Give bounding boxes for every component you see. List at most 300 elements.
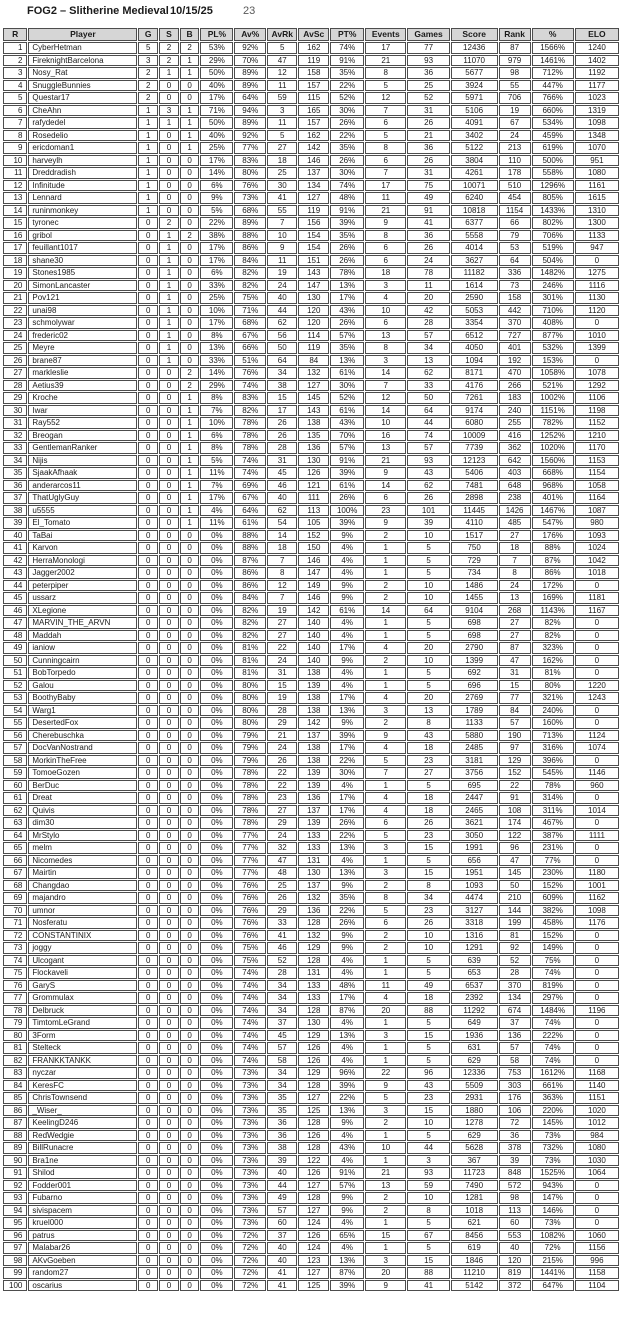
cell-score: 1399	[451, 655, 498, 667]
cell-player: MorkinTheFree	[28, 755, 137, 767]
cell-pct: 521%	[532, 380, 574, 392]
cell-player: ussarz	[28, 592, 137, 604]
cell-b: 0	[180, 1017, 200, 1029]
cell-games: 10	[407, 530, 449, 542]
cell-pl-pct: 0%	[200, 842, 233, 854]
cell-pct: 1525%	[532, 1167, 574, 1179]
cell-avrk: 34	[267, 1067, 297, 1079]
cell-rank: 37	[499, 1017, 531, 1029]
cell-pct: 782%	[532, 417, 574, 429]
table-row	[3, 930, 619, 942]
cell-elo: 1001	[575, 880, 619, 892]
cell-av-pct: 73%	[234, 1155, 266, 1167]
cell-avrk: 18	[267, 542, 297, 554]
cell-rank: 66	[499, 217, 531, 229]
cell-pct: 1058%	[532, 367, 574, 379]
cell-avrk: 28	[267, 967, 297, 979]
cell-events: 14	[365, 405, 406, 417]
cell-s: 0	[159, 542, 179, 554]
cell-pl-pct: 8%	[200, 442, 233, 454]
column-header-pct: %	[532, 28, 574, 41]
table-row	[3, 1167, 619, 1179]
cell-avsc: 128	[298, 1117, 329, 1129]
table-row	[3, 905, 619, 917]
cell-s: 1	[159, 117, 179, 129]
cell-avrk: 8	[267, 567, 297, 579]
cell-events: 5	[365, 830, 406, 842]
cell-games: 13	[407, 355, 449, 367]
cell-avrk: 57	[267, 1042, 297, 1054]
cell-av-pct: 78%	[234, 417, 266, 429]
cell-rank: 199	[499, 917, 531, 929]
cell-g: 0	[138, 792, 158, 804]
cell-pl-pct: 0%	[200, 655, 233, 667]
cell-games: 8	[407, 880, 449, 892]
cell-elo: 1060	[575, 1230, 619, 1242]
cell-r: 96	[3, 1230, 27, 1242]
cell-r: 71	[3, 917, 27, 929]
cell-avsc: 125	[298, 1105, 329, 1117]
cell-player: sivispacem	[28, 1205, 137, 1217]
cell-avrk: 47	[267, 855, 297, 867]
cell-pt-pct: 4%	[330, 667, 364, 679]
cell-events: 6	[365, 817, 406, 829]
cell-s: 0	[159, 867, 179, 879]
cell-r: 30	[3, 405, 27, 417]
cell-s: 0	[159, 455, 179, 467]
cell-r: 26	[3, 355, 27, 367]
cell-score: 2931	[451, 1092, 498, 1104]
cell-events: 2	[365, 592, 406, 604]
cell-pt-pct: 4%	[330, 1055, 364, 1067]
cell-pt-pct: 17%	[330, 642, 364, 654]
cell-avsc: 133	[298, 830, 329, 842]
cell-rank: 819	[499, 1267, 531, 1279]
cell-av-pct: 94%	[234, 105, 266, 117]
cell-pct: 1433%	[532, 205, 574, 217]
cell-avsc: 139	[298, 767, 329, 779]
cell-b: 1	[180, 105, 200, 117]
cell-elo: 1180	[575, 867, 619, 879]
cell-pt-pct: 9%	[330, 1117, 364, 1129]
cell-avrk: 34	[267, 992, 297, 1004]
cell-score: 1291	[451, 942, 498, 954]
table-row	[3, 430, 619, 442]
cell-pct: 74%	[532, 1042, 574, 1054]
cell-s: 0	[159, 730, 179, 742]
cell-player: Ray552	[28, 417, 137, 429]
cell-events: 13	[365, 1180, 406, 1192]
cell-pt-pct: 4%	[330, 555, 364, 567]
cell-score: 3924	[451, 80, 498, 92]
cell-r: 10	[3, 155, 27, 167]
cell-events: 21	[365, 205, 406, 217]
cell-games: 36	[407, 142, 449, 154]
cell-elo: 0	[575, 930, 619, 942]
cell-rank: 145	[499, 867, 531, 879]
cell-av-pct: 83%	[234, 155, 266, 167]
cell-b: 0	[180, 555, 200, 567]
cell-player: nyczar	[28, 1067, 137, 1079]
cell-pt-pct: 26%	[330, 242, 364, 254]
cell-elo: 0	[575, 980, 619, 992]
cell-player: gribol	[28, 230, 137, 242]
cell-rank: 57	[499, 1042, 531, 1054]
cell-r: 48	[3, 630, 27, 642]
cell-rank: 1426	[499, 505, 531, 517]
table-row	[3, 605, 619, 617]
cell-games: 10	[407, 1117, 449, 1129]
cell-av-pct: 73%	[234, 1080, 266, 1092]
cell-pt-pct: 91%	[330, 55, 364, 67]
cell-events: 3	[365, 1255, 406, 1267]
cell-pt-pct: 43%	[330, 305, 364, 317]
cell-av-pct: 67%	[234, 492, 266, 504]
cell-events: 3	[365, 280, 406, 292]
cell-avrk: 60	[267, 1217, 297, 1229]
cell-score: 653	[451, 967, 498, 979]
cell-score: 1281	[451, 1192, 498, 1204]
cell-b: 0	[180, 255, 200, 267]
cell-avrk: 34	[267, 367, 297, 379]
cell-avrk: 19	[267, 692, 297, 704]
cell-pt-pct: 91%	[330, 1167, 364, 1179]
cell-g: 0	[138, 992, 158, 1004]
cell-avrk: 40	[267, 492, 297, 504]
cell-pt-pct: 30%	[330, 767, 364, 779]
cell-av-pct: 74%	[234, 1005, 266, 1017]
cell-pl-pct: 0%	[200, 955, 233, 967]
cell-rank: 378	[499, 1142, 531, 1154]
cell-games: 49	[407, 980, 449, 992]
cell-r: 51	[3, 667, 27, 679]
cell-g: 0	[138, 1192, 158, 1204]
cell-s: 0	[159, 367, 179, 379]
table-row	[3, 780, 619, 792]
cell-s: 0	[159, 392, 179, 404]
cell-av-pct: 86%	[234, 567, 266, 579]
cell-games: 5	[407, 1042, 449, 1054]
cell-elo: 1042	[575, 555, 619, 567]
cell-pl-pct: 6%	[200, 430, 233, 442]
cell-events: 1	[365, 667, 406, 679]
cell-b: 0	[180, 830, 200, 842]
cell-elo: 1158	[575, 1267, 619, 1279]
cell-av-pct: 76%	[234, 930, 266, 942]
cell-player: TomoeGozen	[28, 767, 137, 779]
cell-avrk: 57	[267, 1205, 297, 1217]
cell-b: 0	[180, 1030, 200, 1042]
table-row	[3, 55, 619, 67]
cell-rank: 96	[499, 842, 531, 854]
table-row	[3, 205, 619, 217]
cell-pt-pct: 30%	[330, 167, 364, 179]
cell-pct: 732%	[532, 1142, 574, 1154]
cell-avrk: 32	[267, 842, 297, 854]
cell-av-pct: 72%	[234, 1267, 266, 1279]
table-row	[3, 830, 619, 842]
cell-b: 0	[180, 1167, 200, 1179]
cell-pl-pct: 0%	[200, 1080, 233, 1092]
cell-avsc: 130	[298, 867, 329, 879]
cell-g: 0	[138, 517, 158, 529]
cell-s: 0	[159, 905, 179, 917]
cell-score: 7481	[451, 480, 498, 492]
cell-g: 3	[138, 55, 158, 67]
cell-player: SnuggleBunnies	[28, 80, 137, 92]
cell-events: 7	[365, 105, 406, 117]
cell-pl-pct: 0%	[200, 1092, 233, 1104]
cell-r: 85	[3, 1092, 27, 1104]
cell-rank: 67	[499, 117, 531, 129]
cell-pl-pct: 33%	[200, 355, 233, 367]
cell-avsc: 154	[298, 242, 329, 254]
cell-av-pct: 87%	[234, 555, 266, 567]
cell-r: 49	[3, 642, 27, 654]
cell-b: 0	[180, 355, 200, 367]
cell-r: 11	[3, 167, 27, 179]
cell-pct: 74%	[532, 1017, 574, 1029]
cell-r: 33	[3, 442, 27, 454]
cell-elo: 0	[575, 817, 619, 829]
cell-score: 10009	[451, 430, 498, 442]
cell-av-pct: 74%	[234, 967, 266, 979]
cell-avrk: 45	[267, 467, 297, 479]
cell-g: 0	[138, 930, 158, 942]
cell-events: 3	[365, 1105, 406, 1117]
cell-s: 0	[159, 1155, 179, 1167]
cell-avsc: 157	[298, 80, 329, 92]
cell-av-pct: 78%	[234, 430, 266, 442]
cell-games: 64	[407, 405, 449, 417]
cell-pt-pct: 9%	[330, 530, 364, 542]
cell-pl-pct: 0%	[200, 1017, 233, 1029]
cell-elo: 1098	[575, 117, 619, 129]
cell-g: 1	[138, 155, 158, 167]
cell-avrk: 15	[267, 392, 297, 404]
cell-pct: 1252%	[532, 430, 574, 442]
cell-r: 35	[3, 467, 27, 479]
cell-player: Nicomedes	[28, 855, 137, 867]
cell-pl-pct: 0%	[200, 892, 233, 904]
cell-elo: 980	[575, 517, 619, 529]
cell-avrk: 59	[267, 92, 297, 104]
cell-pl-pct: 4%	[200, 505, 233, 517]
cell-b: 0	[180, 567, 200, 579]
cell-avrk: 27	[267, 142, 297, 154]
cell-score: 2790	[451, 642, 498, 654]
cell-s: 0	[159, 1005, 179, 1017]
cell-games: 10	[407, 580, 449, 592]
cell-pt-pct: 17%	[330, 692, 364, 704]
cell-rank: 39	[499, 1155, 531, 1167]
cell-events: 12	[365, 392, 406, 404]
cell-g: 0	[138, 342, 158, 354]
cell-elo: 1130	[575, 292, 619, 304]
cell-s: 0	[159, 667, 179, 679]
cell-pt-pct: 13%	[330, 1105, 364, 1117]
cell-avsc: 132	[298, 367, 329, 379]
cell-elo: 1161	[575, 180, 619, 192]
cell-r: 18	[3, 255, 27, 267]
cell-avrk: 48	[267, 867, 297, 879]
cell-score: 11070	[451, 55, 498, 67]
cell-av-pct: 88%	[234, 230, 266, 242]
cell-pct: 647%	[532, 1280, 574, 1292]
cell-g: 0	[138, 1155, 158, 1167]
cell-r: 43	[3, 567, 27, 579]
cell-r: 73	[3, 942, 27, 954]
cell-pl-pct: 17%	[200, 255, 233, 267]
cell-player: feuillant1017	[28, 242, 137, 254]
cell-avsc: 126	[298, 1130, 329, 1142]
cell-r: 36	[3, 480, 27, 492]
cell-pl-pct: 0%	[200, 1255, 233, 1267]
cell-b: 0	[180, 805, 200, 817]
cell-games: 43	[407, 730, 449, 742]
cell-games: 20	[407, 642, 449, 654]
cell-games: 88	[407, 1267, 449, 1279]
cell-pt-pct: 74%	[330, 42, 364, 54]
cell-elo: 1023	[575, 92, 619, 104]
cell-av-pct: 82%	[234, 630, 266, 642]
cell-events: 2	[365, 1205, 406, 1217]
cell-r: 5	[3, 92, 27, 104]
cell-av-pct: 92%	[234, 42, 266, 54]
cell-avrk: 24	[267, 830, 297, 842]
cell-games: 28	[407, 317, 449, 329]
cell-elo: 0	[575, 655, 619, 667]
cell-av-pct: 73%	[234, 1192, 266, 1204]
table-row	[3, 155, 619, 167]
cell-avrk: 34	[267, 980, 297, 992]
table-row	[3, 1192, 619, 1204]
cell-pt-pct: 26%	[330, 117, 364, 129]
cell-pt-pct: 48%	[330, 980, 364, 992]
cell-games: 77	[407, 42, 449, 54]
cell-pl-pct: 0%	[200, 980, 233, 992]
cell-elo: 0	[575, 667, 619, 679]
cell-avrk: 62	[267, 505, 297, 517]
cell-g: 0	[138, 1005, 158, 1017]
cell-av-pct: 67%	[234, 330, 266, 342]
cell-player: FireknightBarcelona	[28, 55, 137, 67]
cell-elo: 1020	[575, 1105, 619, 1117]
cell-avrk: 25	[267, 880, 297, 892]
cell-g: 0	[138, 280, 158, 292]
cell-pct: 382%	[532, 905, 574, 917]
cell-b: 1	[180, 492, 200, 504]
cell-av-pct: 92%	[234, 130, 266, 142]
cell-pl-pct: 11%	[200, 467, 233, 479]
cell-avsc: 123	[298, 1255, 329, 1267]
cell-games: 13	[407, 705, 449, 717]
cell-b: 1	[180, 505, 200, 517]
cell-av-pct: 78%	[234, 780, 266, 792]
cell-games: 96	[407, 1067, 449, 1079]
cell-b: 0	[180, 1230, 200, 1242]
cell-player: Bra1ne	[28, 1155, 137, 1167]
table-row	[3, 192, 619, 204]
cell-elo: 0	[575, 1017, 619, 1029]
table-row	[3, 542, 619, 554]
cell-av-pct: 74%	[234, 1042, 266, 1054]
cell-player: Questar17	[28, 92, 137, 104]
cell-events: 14	[365, 605, 406, 617]
cell-player: Delbruck	[28, 1005, 137, 1017]
cell-avrk: 25	[267, 167, 297, 179]
cell-s: 0	[159, 780, 179, 792]
cell-pl-pct: 50%	[200, 67, 233, 79]
cell-r: 54	[3, 705, 27, 717]
table-row	[3, 555, 619, 567]
cell-avrk: 22	[267, 780, 297, 792]
cell-events: 2	[365, 930, 406, 942]
cell-avrk: 24	[267, 655, 297, 667]
cell-avsc: 134	[298, 180, 329, 192]
cell-g: 0	[138, 442, 158, 454]
cell-elo: 1133	[575, 230, 619, 242]
cell-g: 0	[138, 417, 158, 429]
cell-events: 4	[365, 692, 406, 704]
cell-av-pct: 69%	[234, 480, 266, 492]
cell-s: 0	[159, 742, 179, 754]
cell-pl-pct: 6%	[200, 180, 233, 192]
cell-avsc: 138	[298, 667, 329, 679]
table-row	[3, 1055, 619, 1067]
cell-pl-pct: 0%	[200, 680, 233, 692]
cell-games: 11	[407, 280, 449, 292]
cell-score: 1455	[451, 592, 498, 604]
column-header-elo: ELO	[575, 28, 619, 41]
cell-rank: 53	[499, 242, 531, 254]
cell-elo: 1399	[575, 342, 619, 354]
cell-games: 15	[407, 842, 449, 854]
cell-s: 1	[159, 230, 179, 242]
cell-avrk: 11	[267, 117, 297, 129]
cell-pl-pct: 33%	[200, 280, 233, 292]
cell-events: 2	[365, 717, 406, 729]
cell-avsc: 128	[298, 955, 329, 967]
cell-av-pct: 74%	[234, 467, 266, 479]
cell-avrk: 3	[267, 105, 297, 117]
cell-s: 0	[159, 417, 179, 429]
cell-avsc: 142	[298, 605, 329, 617]
cell-s: 0	[159, 642, 179, 654]
cell-pt-pct: 9%	[330, 1192, 364, 1204]
cell-player: Cunningcairn	[28, 655, 137, 667]
cell-b: 1	[180, 130, 200, 142]
cell-g: 0	[138, 842, 158, 854]
cell-av-pct: 64%	[234, 92, 266, 104]
cell-s: 0	[159, 705, 179, 717]
cell-events: 1	[365, 630, 406, 642]
cell-score: 7739	[451, 442, 498, 454]
cell-score: 2485	[451, 742, 498, 754]
cell-score: 5509	[451, 1080, 498, 1092]
cell-b: 0	[180, 1042, 200, 1054]
cell-b: 0	[180, 605, 200, 617]
cell-pl-pct: 0%	[200, 755, 233, 767]
cell-avsc: 162	[298, 42, 329, 54]
table-row	[3, 1180, 619, 1192]
cell-rank: 15	[499, 680, 531, 692]
cell-pct: 81%	[532, 667, 574, 679]
cell-pct: 1612%	[532, 1067, 574, 1079]
cell-score: 698	[451, 630, 498, 642]
cell-g: 0	[138, 480, 158, 492]
cell-score: 11210	[451, 1267, 498, 1279]
